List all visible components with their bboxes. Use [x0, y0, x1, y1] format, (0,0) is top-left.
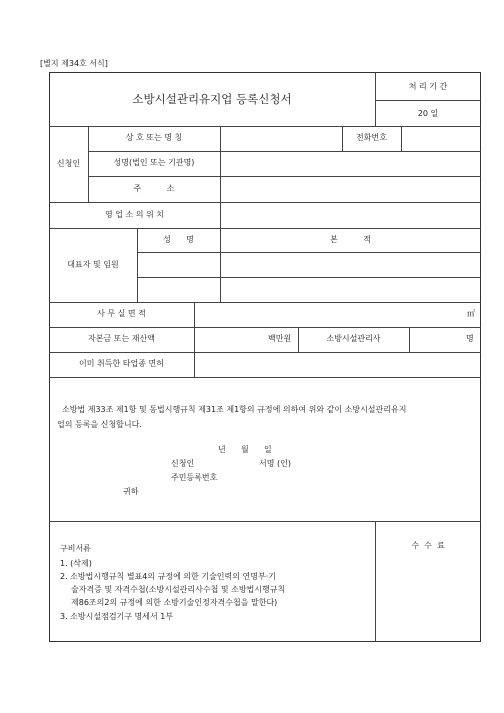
declaration-line-2: 업의 등록을 신청합니다. [57, 420, 142, 429]
attachment-item-3: 3. 소방시설점검기구 명세서 1부 [60, 612, 174, 621]
representative-name-field-1[interactable] [138, 253, 220, 277]
rule-fee-left [375, 521, 376, 642]
declaration-line-1: 소방법 제33조 제1항 및 동법시행규칙 제31조 제1항의 규정에 의하여 위와 같이 소방시설관리유지 [62, 405, 407, 414]
fee-label: 수 수 료 [411, 541, 445, 550]
recipient-label: 귀하 [123, 487, 139, 496]
fire-facility-manager-unit: 명 [466, 334, 474, 343]
applicant-name-label: 성명(법인 또는 기관명) [113, 158, 195, 167]
representative-domicile-field-2[interactable] [221, 278, 481, 302]
business-location-label: 영 업 소 의 위 치 [104, 210, 165, 219]
attachments-title: 구비서류 [60, 544, 91, 553]
trade-name-label: 상 호 또는 명 칭 [125, 133, 183, 142]
attachment-item-2c: 제86조의2의 규정에 의한 소방기술인정자격수첩을 말한다) [71, 598, 278, 607]
applicant-signature-label: 신청인 [171, 459, 195, 468]
address-field[interactable] [221, 177, 481, 202]
form-number-label: [별지 제34호 서식] [40, 59, 108, 68]
processing-period-value: 20 일 [417, 109, 439, 118]
office-area-field[interactable] [195, 303, 481, 327]
rule-processing-mid [375, 100, 481, 101]
trade-name-field[interactable] [221, 127, 342, 151]
capital-unit: 백만원 [268, 334, 292, 343]
representative-group-label: 대표자 및 임원 [67, 260, 119, 269]
applicant-name-field[interactable] [221, 152, 481, 176]
fire-facility-manager-label: 소방시설관리사 [326, 334, 381, 343]
representative-name-field-2[interactable] [138, 278, 220, 302]
office-area-unit: ㎡ [467, 309, 475, 318]
rule-attachments-top [49, 521, 481, 522]
phone-label: 전화번호 [356, 133, 387, 142]
other-license-field[interactable] [195, 353, 481, 377]
attachment-item-2a: 2. 소방법시행규칙 별표4의 규정에 의한 기술인력의 연명부·기 [60, 572, 276, 581]
processing-period-label: 처 리 기 간 [408, 82, 448, 91]
resident-number-label: 주민등록번호 [171, 473, 218, 482]
form-title: 소방시설관리유지업 등록신청서 [132, 92, 292, 106]
rule-declaration-top [49, 377, 481, 378]
phone-field[interactable] [402, 127, 481, 151]
representative-domicile-header: 본 적 [330, 235, 371, 244]
attachment-item-1: 1. (삭제) [60, 559, 92, 568]
capital-label: 자본금 또는 재산액 [88, 334, 155, 343]
other-license-label: 이미 취득한 타업종 면허 [79, 359, 164, 368]
business-location-field[interactable] [221, 203, 481, 228]
representative-domicile-field-1[interactable] [221, 253, 481, 277]
office-area-label: 사 무 실 면 적 [97, 309, 146, 318]
applicant-group-label: 신청인 [56, 159, 81, 168]
rule-row4 [49, 228, 481, 229]
attachment-item-2b: 술자격증 및 자격수첩(소방시설관리사수첩 및 소방법시행규칙 [71, 585, 286, 594]
address-label: 주 소 [133, 184, 175, 193]
representative-name-header: 성 명 [163, 235, 194, 244]
signature-seal-label: 서명 (인) [259, 459, 291, 468]
application-date: 년 월 일 [218, 445, 272, 454]
